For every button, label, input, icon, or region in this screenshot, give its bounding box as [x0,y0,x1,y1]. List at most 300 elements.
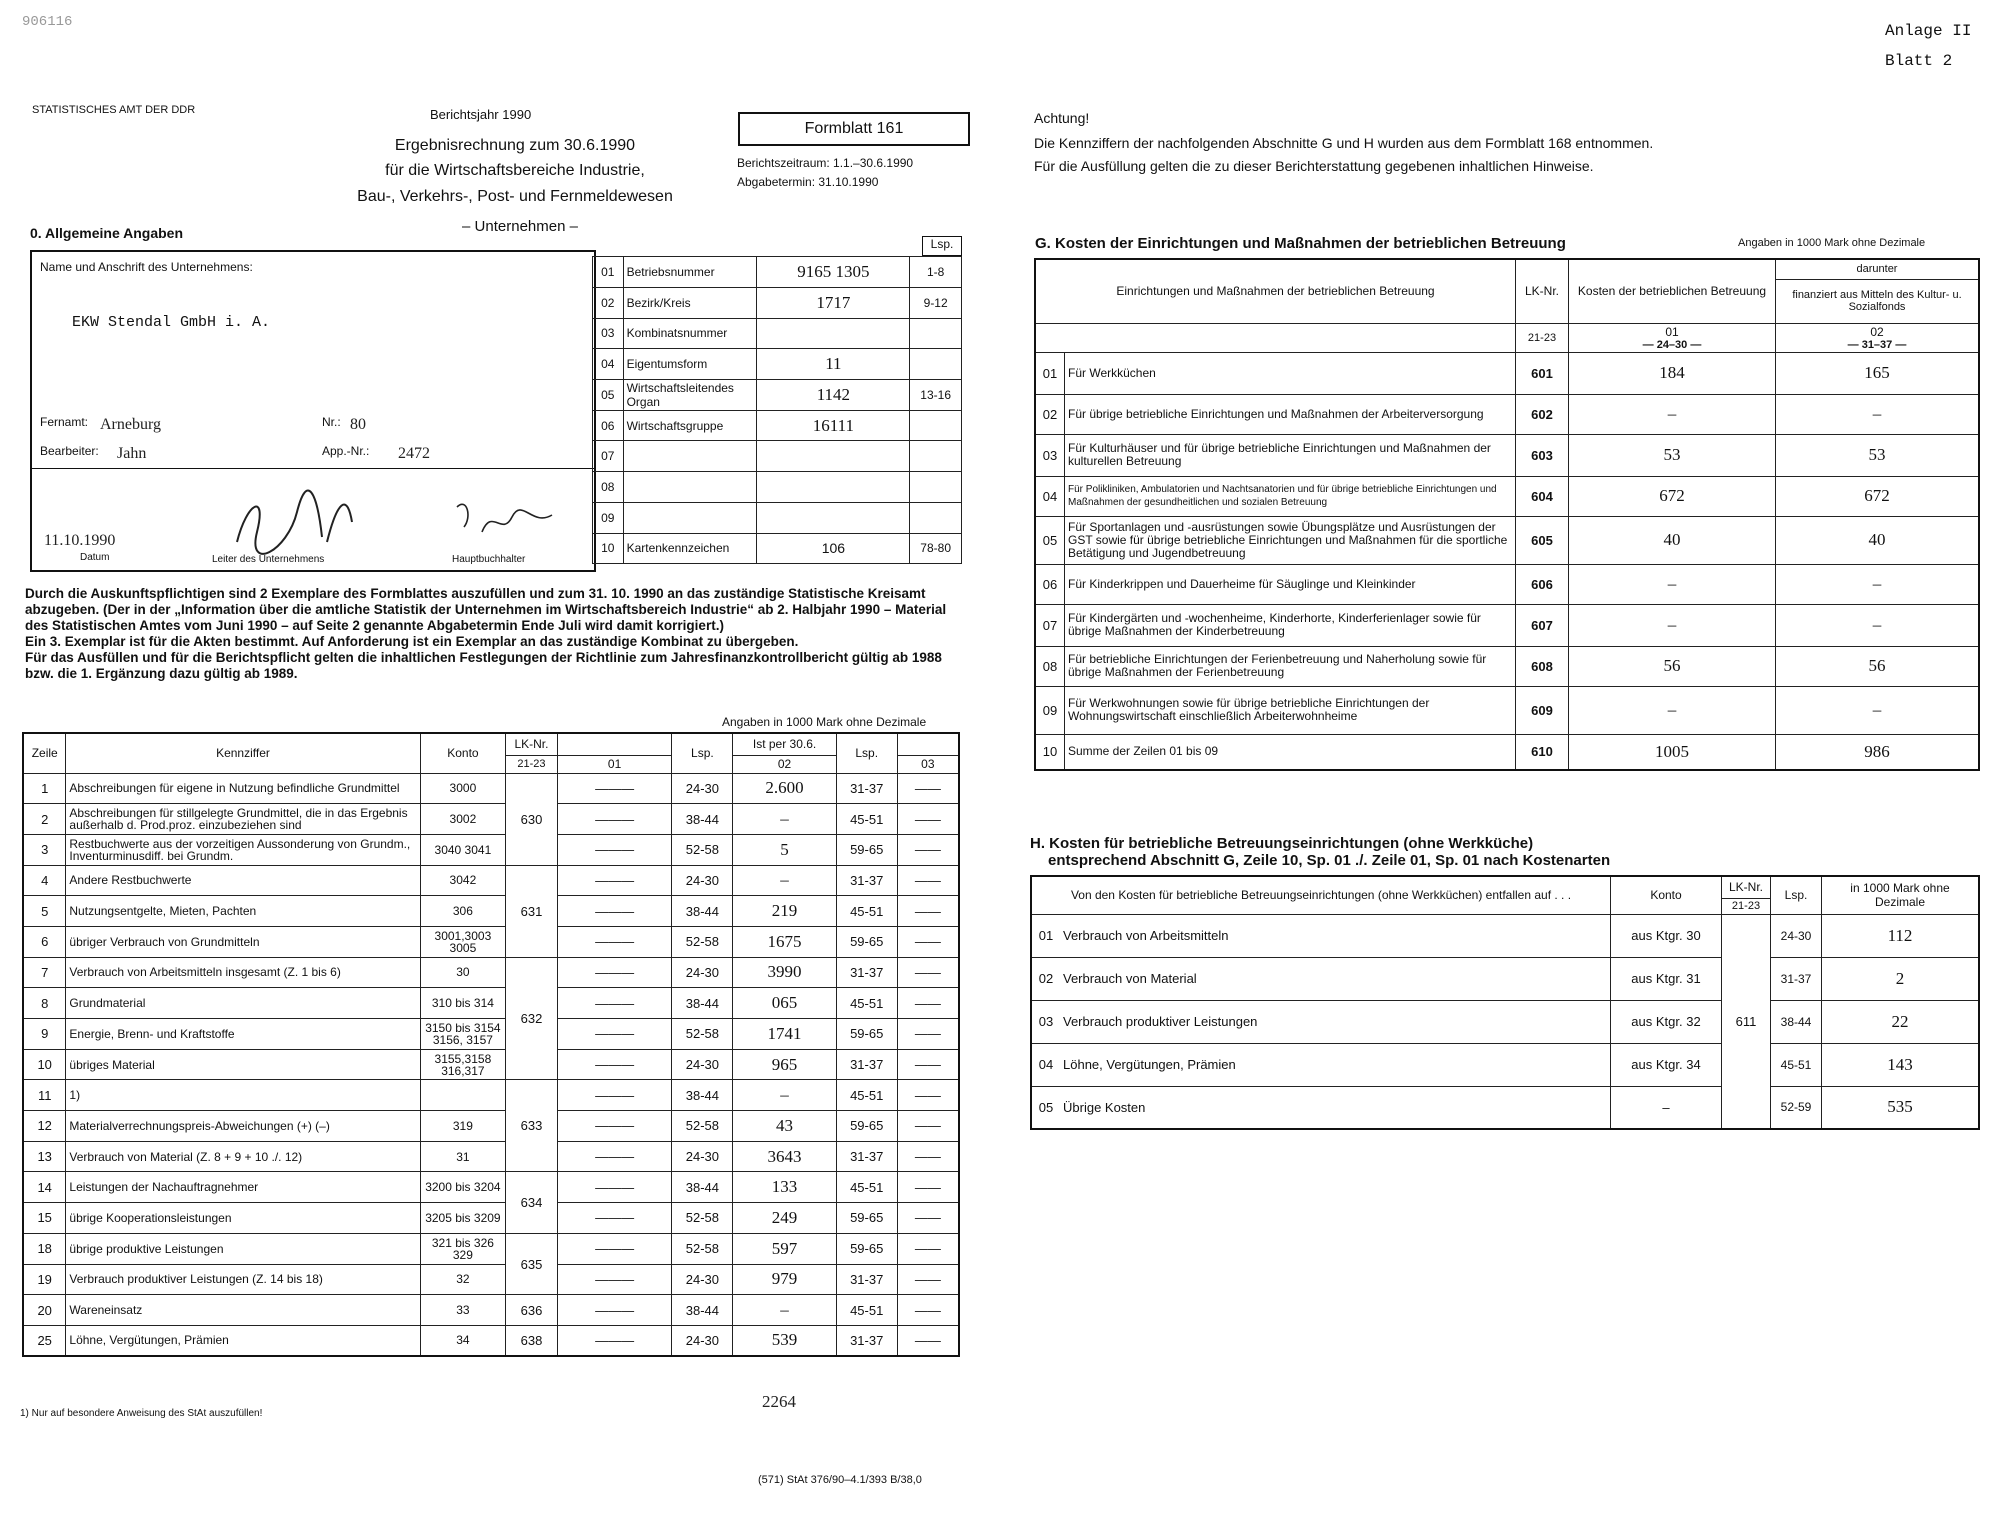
row-ist: 219 [733,896,836,927]
g-col-lknr: LK-Nr. [1516,259,1569,323]
row-ist: – [733,804,836,835]
general-info-row [593,318,962,349]
row-lsp2: 59-65 [836,1019,897,1050]
h-row-lsp: 24-30 [1771,914,1822,957]
row-ist: 1741 [733,1019,836,1050]
section-h-title-2: entsprechend Abschnitt G, Zeile 10, Sp. 01 ./. Zeile 01, Sp. 01 nach Kostenarten [1048,852,1611,869]
row-lsp2: 31-37 [836,1264,897,1295]
table-row [23,1141,959,1172]
row-kennziffer: Verbrauch von Material (Z. 8 + 9 + 10 ./. 12) [66,1141,420,1172]
g-row-finanziert: – [1776,394,1980,434]
g-row-number: 10 [1035,734,1065,770]
row-col03: —— [897,1203,959,1234]
g-row-finanziert: – [1776,686,1980,734]
table-row [23,1325,959,1356]
g-col-01: 01 — 24–30 — [1569,323,1776,352]
nr-label: Nr.: [322,415,341,429]
g-row-kosten: – [1569,604,1776,646]
g-row-lknr: 607 [1516,604,1569,646]
row-zeile: 1 [23,773,66,804]
g-table-row [1035,516,1979,564]
name-label: Name und Anschrift des Unternehmens: [40,260,253,274]
abgabetermin: Abgabetermin: 31.10.1990 [737,175,879,189]
row-lsp2: 59-65 [836,1203,897,1234]
section-h-table [1030,875,1980,1130]
g-row-number: 05 [1035,516,1065,564]
h-col-lsp: Lsp. [1771,876,1822,914]
instruction-p2: Ein 3. Exemplar ist für die Akten bestimmt. Auf Anforderung ist ein Exemplar an das zuständige Kombinat zu übergeben. [25,634,799,649]
row-value [757,441,910,472]
general-info-box [30,250,596,572]
table-row [23,1080,959,1111]
row-col01: ——— [557,1141,672,1172]
row-zeile: 15 [23,1203,66,1234]
row-label: Betriebsnummer [623,257,757,288]
row-kennziffer: Restbuchwerte aus der vorzeitigen Aussonderung von Grundm., Inventurminusdiff. bei Grundm. [66,834,420,865]
col-02: 02 [733,755,836,773]
row-col01: ——— [557,773,672,804]
bearbeiter-value: Jahn [117,445,147,462]
row-col03: —— [897,1049,959,1080]
h-row-lsp: 45-51 [1771,1043,1822,1086]
row-zeile: 12 [23,1111,66,1142]
g-row-lknr: 601 [1516,352,1569,394]
col-konto: Konto [420,733,506,773]
row-ist: 43 [733,1111,836,1142]
row-lsp [910,411,962,441]
g-table-row [1035,564,1979,604]
footnote: 1) Nur auf besondere Anweisung des StAt auszufüllen! [20,1408,263,1419]
h-row-lsp: 31-37 [1771,957,1822,1000]
row-lknr: 633 [506,1080,558,1172]
row-lsp [910,349,962,380]
g-row-lknr: 610 [1516,734,1569,770]
row-zeile: 5 [23,896,66,927]
h-lk-sub: 21-23 [1722,898,1771,914]
table-row [23,926,959,957]
col-lknr: LK-Nr. [506,733,558,755]
row-lsp: 38-44 [672,988,733,1019]
row-zeile: 20 [23,1295,66,1326]
g-row-kosten: 1005 [1569,734,1776,770]
g-col-02: 02 — 31–37 — [1776,323,1980,352]
g-row-kosten: 184 [1569,352,1776,394]
row-lsp2: 31-37 [836,865,897,896]
lsp-header: Lsp. [922,236,962,256]
row-konto: 34 [420,1325,506,1356]
h-row-number: 03 [1031,1000,1060,1043]
row-lknr: 630 [506,773,558,865]
h-row-konto: – [1611,1086,1722,1129]
row-label: Eigentumsform [623,349,757,380]
g-row-kosten: – [1569,686,1776,734]
row-value: 11 [757,349,910,380]
g-row-number: 08 [1035,646,1065,686]
row-lsp: 13-16 [910,380,962,411]
row-zeile: 9 [23,1019,66,1050]
row-label: Kombinatsnummer [623,318,757,349]
general-info-row [593,533,962,564]
g-table-row [1035,476,1979,516]
h-row-number: 05 [1031,1086,1060,1129]
row-konto: 3002 [420,804,506,835]
row-ist: 3643 [733,1141,836,1172]
ist-extra-value: 2264 [762,1392,796,1411]
berichtsjahr: Berichtsjahr 1990 [430,107,532,122]
row-lsp2: 45-51 [836,1172,897,1203]
general-info-row [593,471,962,502]
row-lsp: 24-30 [672,773,733,804]
h-row-number: 04 [1031,1043,1060,1086]
h-row-label: Verbrauch produktiver Leistungen [1060,1000,1611,1043]
row-ist: – [733,1080,836,1111]
row-zeile: 10 [23,1049,66,1080]
date-value: 11.10.1990 [44,532,116,549]
row-ist: 2.600 [733,773,836,804]
row-kennziffer: Verbrauch von Arbeitsmitteln insgesamt (Z. 1 bis 6) [66,957,420,988]
row-kennziffer: Abschreibungen für eigene in Nutzung befindliche Grundmittel [66,773,420,804]
col-03: 03 [897,755,959,773]
row-col03: —— [897,1325,959,1356]
general-info-row [593,257,962,288]
row-lsp: 24-30 [672,1325,733,1356]
row-lsp [910,441,962,472]
row-col03: —— [897,1295,959,1326]
h-row-lsp: 38-44 [1771,1000,1822,1043]
row-lsp: 52-58 [672,1233,733,1264]
row-lsp: 38-44 [672,1295,733,1326]
row-zeile: 7 [23,957,66,988]
table-row [23,1111,959,1142]
g-row-lknr: 603 [1516,434,1569,476]
row-lsp: 52-58 [672,1111,733,1142]
row-col03: —— [897,1141,959,1172]
h-row-value: 143 [1822,1043,1980,1086]
row-col03: —— [897,1019,959,1050]
row-col01: ——— [557,896,672,927]
table-row [23,1172,959,1203]
g-row-label: Für übrige betriebliche Einrichtungen und Maßnahmen der Arbeiterversorgung [1065,394,1516,434]
row-lsp: 38-44 [672,1080,733,1111]
h-row-value: 22 [1822,1000,1980,1043]
h-row-label: Übrige Kosten [1060,1086,1611,1129]
h-col-mark: in 1000 Mark ohne Dezimale [1822,876,1980,914]
h-table-row [1031,957,1979,1000]
row-ist: 065 [733,988,836,1019]
row-value [757,502,910,533]
section-g-title: G. Kosten der Einrichtungen und Maßnahmen der betrieblichen Betreuung [1035,235,1566,252]
row-value: 9165 1305 [757,257,910,288]
h-row-konto: aus Ktgr. 31 [1611,957,1722,1000]
row-kennziffer: Energie, Brenn- und Kraftstoffe [66,1019,420,1050]
h-row-konto: aus Ktgr. 32 [1611,1000,1722,1043]
row-konto: 30 [420,957,506,988]
g-col-darunter: darunter [1776,259,1980,279]
h-table-row [1031,1086,1979,1129]
g-table-row [1035,434,1979,476]
row-kennziffer: Nutzungsentgelte, Mieten, Pachten [66,896,420,927]
g-col-einrichtungen: Einrichtungen und Maßnahmen der betrieblichen Betreuung [1035,259,1516,323]
row-col01: ——— [557,804,672,835]
g-row-kosten: 40 [1569,516,1776,564]
h-table-row [1031,914,1979,957]
col-lk-sub: 21-23 [506,755,558,773]
row-zeile: 14 [23,1172,66,1203]
row-number: 06 [593,411,624,441]
row-konto: 310 bis 314 [420,988,506,1019]
company-name: EKW Stendal GmbH i. A. [72,314,271,331]
g-row-label: Für Werkwohnungen sowie für übrige betriebliche Einrichtungen der Wohnungswirtschaft einschließlich Arbeiterwohnheime [1065,686,1516,734]
h-row-lsp: 52-59 [1771,1086,1822,1129]
app-label: App.-Nr.: [322,444,370,458]
row-lsp2: 59-65 [836,1111,897,1142]
datum-label: Datum [80,552,110,563]
row-col03: —— [897,1172,959,1203]
row-lsp [910,471,962,502]
row-ist: – [733,865,836,896]
row-lsp: 52-58 [672,834,733,865]
row-konto: 3042 [420,865,506,896]
row-col01: ——— [557,926,672,957]
row-value: 1142 [757,380,910,411]
blatt-label: Blatt 2 [1885,52,1953,70]
title-line-1: Ergebnisrechnung zum 30.6.1990 [394,137,636,154]
row-lsp: 1-8 [910,257,962,288]
col-kennziffer: Kennziffer [66,733,420,773]
row-col03: —— [897,1233,959,1264]
table-row [23,988,959,1019]
row-lsp: 24-30 [672,957,733,988]
row-col01: ——— [557,1111,672,1142]
row-lsp2: 31-37 [836,957,897,988]
row-kennziffer: Andere Restbuchwerte [66,865,420,896]
g-lk-sub: 21-23 [1516,323,1569,352]
row-lsp2: 45-51 [836,1295,897,1326]
signature-leiter [227,482,377,562]
g-col-finanziert: finanziert aus Mitteln des Kultur- u. Sozialfonds [1776,279,1980,323]
row-zeile: 8 [23,988,66,1019]
h-row-number: 02 [1031,957,1060,1000]
general-info-row [593,441,962,472]
row-lsp: 38-44 [672,804,733,835]
archive-stamp: 906116 [22,14,73,30]
row-kennziffer: Verbrauch produktiver Leistungen (Z. 14 bis 18) [66,1264,420,1295]
g-row-number: 09 [1035,686,1065,734]
row-lsp2: 31-37 [836,1325,897,1356]
h-col-lknr: LK-Nr. [1722,876,1771,898]
row-konto: 32 [420,1264,506,1295]
row-col01: ——— [557,834,672,865]
row-number: 07 [593,441,624,472]
row-lsp: 24-30 [672,1049,733,1080]
row-zeile: 4 [23,865,66,896]
row-kennziffer: 1) [66,1080,420,1111]
row-zeile: 2 [23,804,66,835]
row-value: 1717 [757,287,910,318]
g-row-number: 01 [1035,352,1065,394]
g-row-finanziert: 672 [1776,476,1980,516]
table-row [23,1233,959,1264]
row-lsp: 24-30 [672,865,733,896]
row-ist: 5 [733,834,836,865]
row-lknr: 634 [506,1172,558,1233]
g-row-lknr: 606 [1516,564,1569,604]
row-zeile: 6 [23,926,66,957]
title-line-3: Bau-, Verkehrs-, Post- und Fernmeldewesen [357,188,673,205]
row-number: 10 [593,533,624,564]
row-number: 05 [593,380,624,411]
row-number: 02 [593,287,624,318]
row-ist: 1675 [733,926,836,957]
row-lsp [910,502,962,533]
col-zeile: Zeile [23,733,66,773]
app-value: 2472 [398,445,430,462]
row-value [757,471,910,502]
row-lsp: 24-30 [672,1264,733,1295]
row-lsp: 24-30 [672,1141,733,1172]
row-kennziffer: übriges Material [66,1049,420,1080]
row-kennziffer: Leistungen der Nachauftragnehmer [66,1172,420,1203]
g-row-kosten: – [1569,394,1776,434]
row-number: 03 [593,318,624,349]
row-konto: 31 [420,1141,506,1172]
note-2: Für die Ausfüllung gelten die zu dieser Berichterstattung gegebenen inhaltlichen Hinweise. [1034,158,1594,174]
g-row-finanziert: 53 [1776,434,1980,476]
row-konto: 306 [420,896,506,927]
row-number: 04 [593,349,624,380]
bearbeiter-label: Bearbeiter: [40,444,99,458]
row-kennziffer: übriger Verbrauch von Grundmitteln [66,926,420,957]
col-01: 01 [557,755,672,773]
row-lsp2: 45-51 [836,1080,897,1111]
hauptbuchhalter-label: Hauptbuchhalter [452,554,526,565]
row-kennziffer: Grundmaterial [66,988,420,1019]
general-info-table [592,256,962,564]
g-row-finanziert: – [1776,604,1980,646]
g-table-row [1035,646,1979,686]
row-lsp2: 31-37 [836,773,897,804]
amt-label: STATISTISCHES AMT DER DDR [32,104,196,116]
note-1: Die Kennziffern der nachfolgenden Abschnitte G und H wurden aus dem Formblatt 168 entnommen. [1034,135,1654,151]
row-ist: – [733,1295,836,1326]
g-row-label: Für Kinderkrippen und Dauerheime für Säuglinge und Kleinkinder [1065,564,1516,604]
row-col01: ——— [557,865,672,896]
row-value [757,318,910,349]
row-lsp2: 59-65 [836,926,897,957]
row-col01: ——— [557,957,672,988]
h-row-value: 112 [1822,914,1980,957]
row-lsp: 38-44 [672,896,733,927]
row-col01: ——— [557,1049,672,1080]
table-row [23,957,959,988]
row-ist: 965 [733,1049,836,1080]
row-lknr: 636 [506,1295,558,1326]
fernamt-label: Fernamt: [40,415,89,429]
anlage-label: Anlage II [1885,22,1972,40]
h-row-label: Löhne, Vergütungen, Prämien [1060,1043,1611,1086]
g-row-kosten: 56 [1569,646,1776,686]
h-row-lknr: 611 [1722,914,1771,1129]
row-col03: —— [897,804,959,835]
row-col03: —— [897,957,959,988]
row-ist: 539 [733,1325,836,1356]
row-konto: 319 [420,1111,506,1142]
g-table-row [1035,394,1979,434]
g-table-row [1035,604,1979,646]
row-col03: —— [897,773,959,804]
row-col01: ——— [557,1264,672,1295]
table-row [23,896,959,927]
h-row-label: Verbrauch von Arbeitsmitteln [1060,914,1611,957]
h-col-konto: Konto [1611,876,1722,914]
row-zeile: 13 [23,1141,66,1172]
fernamt-value: Arneburg [100,416,162,433]
h-row-label: Verbrauch von Material [1060,957,1611,1000]
print-code: (571) StAt 376/90–4.1/393 B/38,0 [758,1474,922,1486]
achtung: Achtung! [1034,110,1090,126]
general-info-row [593,349,962,380]
h-row-konto: aus Ktgr. 34 [1611,1043,1722,1086]
row-lsp2: 45-51 [836,896,897,927]
row-lsp: 9-12 [910,287,962,318]
instruction-p1: Durch die Auskunftspflichtigen sind 2 Exemplare des Formblattes auszufüllen und zum 31. 10. 1990 an das zuständige Statistische Kreisamt abzugeben. (Der in der „Information über die amtliche Statistik der Unternehmen im Wirtschaftsbereich Industrie“ ab 2. Halbjahr 1990 – Material des Statistischen Amtes vom Juni 1990 – auf Seite 2 genannte Abgabetermin Ende Juli wird damit korrigiert.) [25,586,947,633]
row-ist: 3990 [733,957,836,988]
col-ist: Ist per 30.6. [733,733,836,755]
g-row-kosten: 672 [1569,476,1776,516]
berichtszeitraum: Berichtszeitraum: 1.1.–30.6.1990 [737,156,914,170]
g-row-number: 02 [1035,394,1065,434]
h-row-value: 535 [1822,1086,1980,1129]
title-line-2: für die Wirtschaftsbereiche Industrie, [385,162,645,179]
row-konto: 3150 bis 3154 3156, 3157 [420,1019,506,1050]
row-col03: —— [897,926,959,957]
instructions [25,586,970,682]
row-konto [420,1080,506,1111]
g-row-finanziert: 986 [1776,734,1980,770]
signature-hauptbuchhalter [452,497,562,547]
row-lsp: 52-58 [672,926,733,957]
g-row-lknr: 605 [1516,516,1569,564]
row-lknr: 632 [506,957,558,1080]
main-table [22,732,960,1357]
general-info-row [593,287,962,318]
row-konto: 321 bis 326 329 [420,1233,506,1264]
row-zeile: 18 [23,1233,66,1264]
row-col01: ——— [557,1203,672,1234]
row-konto: 3205 bis 3209 [420,1203,506,1234]
row-lsp2: 31-37 [836,1049,897,1080]
row-zeile: 19 [23,1264,66,1295]
h-row-number: 01 [1031,914,1060,957]
row-kennziffer: Wareneinsatz [66,1295,420,1326]
row-lsp: 78-80 [910,533,962,564]
row-kennziffer: übrige Kooperationsleistungen [66,1203,420,1234]
row-label: Wirtschaftsleitendes Organ [623,380,757,411]
h-row-konto: aus Ktgr. 30 [1611,914,1722,957]
section-g-table [1034,258,1980,771]
g-table-row [1035,686,1979,734]
g-row-lknr: 604 [1516,476,1569,516]
row-lsp2: 59-65 [836,834,897,865]
row-col03: —— [897,1264,959,1295]
row-col03: —— [897,834,959,865]
g-row-number: 03 [1035,434,1065,476]
g-row-label: Für Kindergärten und -wochenheime, Kinderhorte, Kinderferienlager sowie für übrige Maßnahmen der Kinderbetreuung [1065,604,1516,646]
table-row [23,1264,959,1295]
g-row-label: Für Werkküchen [1065,352,1516,394]
row-konto: 3001,3003 3005 [420,926,506,957]
general-info-row [593,411,962,441]
